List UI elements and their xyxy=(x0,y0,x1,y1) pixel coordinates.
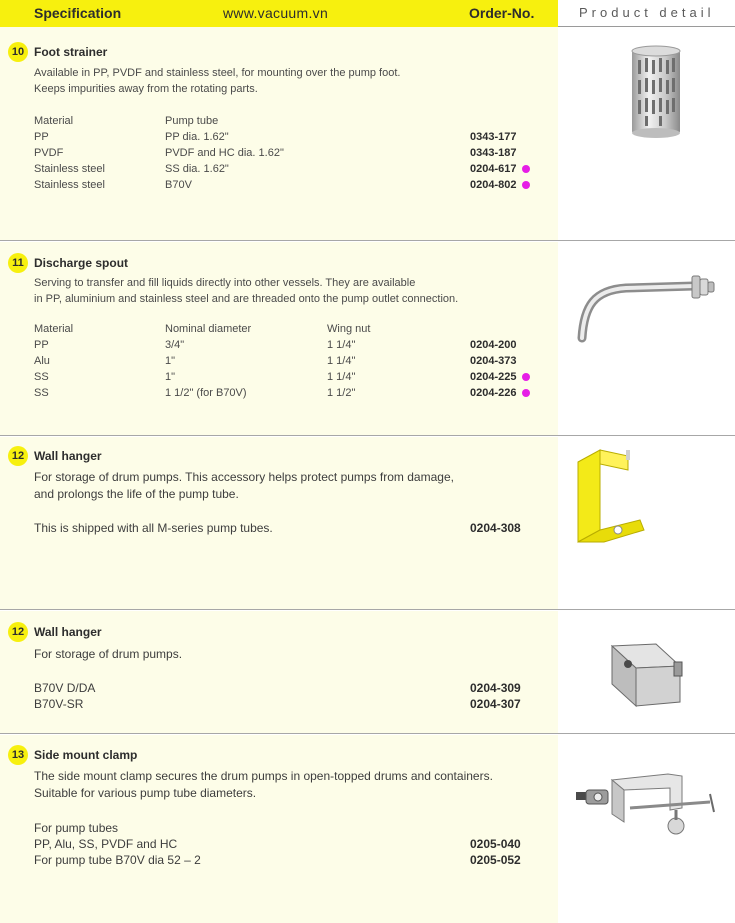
row-nominal-diameter: 3/4" xyxy=(165,339,185,351)
order-number: 0204-308 xyxy=(470,521,521,535)
section-divider xyxy=(0,435,735,436)
row-model: B70V D/DA xyxy=(34,681,96,695)
marker-dot xyxy=(522,389,530,397)
section-title: Wall hanger xyxy=(34,625,102,639)
section-description-line: in PP, aluminium and stainless steel and are threaded onto the pump outlet connection. xyxy=(34,293,459,305)
section-number-badge: 10 xyxy=(8,42,28,62)
section-description-line: and prolongs the life of the pump tube. xyxy=(34,487,239,501)
header-specification: Specification xyxy=(34,5,122,21)
discharge-spout-image xyxy=(574,266,716,346)
order-number: 0204-225 xyxy=(470,371,517,383)
section-description-line: Keeps impurities away from the rotating parts. xyxy=(34,83,258,95)
row-model: B70V-SR xyxy=(34,697,84,711)
order-number: 0205-040 xyxy=(470,837,521,851)
column-header-wing-nut: Wing nut xyxy=(327,323,371,335)
section-number-badge: 13 xyxy=(8,745,28,765)
row-nominal-diameter: 1 1/2" (for B70V) xyxy=(165,387,247,399)
row-nominal-diameter: 1" xyxy=(165,371,176,383)
header-divider xyxy=(558,26,735,27)
section-title: Wall hanger xyxy=(34,449,102,463)
order-number: 0204-802 xyxy=(470,179,517,191)
section-description-line: For storage of drum pumps. xyxy=(34,647,183,661)
order-number: 0343-187 xyxy=(470,147,517,159)
row-material: Stainless steel xyxy=(34,163,105,175)
header-order-no: Order-No. xyxy=(469,5,535,21)
section-divider xyxy=(0,609,735,610)
order-number: 0204-617 xyxy=(470,163,517,175)
section-description-line: Serving to transfer and fill liquids directly into other vessels. They are available xyxy=(34,277,416,289)
shipping-note: This is shipped with all M-series pump tubes. xyxy=(34,521,273,535)
row-material: SS xyxy=(34,387,49,399)
column-header-material: Material xyxy=(34,323,74,335)
side-mount-clamp-image xyxy=(572,766,722,838)
section-number-badge: 11 xyxy=(8,253,28,273)
header-website-link[interactable]: www.vacuum.vn xyxy=(223,5,329,21)
row-pump-tube: SS dia. 1.62" xyxy=(165,163,229,175)
order-number: 0343-177 xyxy=(470,131,517,143)
section-title: Discharge spout xyxy=(34,256,129,270)
row-pump-tube: PP, Alu, SS, PVDF and HC xyxy=(34,837,178,851)
header-bar xyxy=(0,0,558,27)
section-number-badge: 12 xyxy=(8,622,28,642)
order-number: 0204-200 xyxy=(470,339,517,351)
order-number: 0204-373 xyxy=(470,355,517,367)
column-header-pump-tube: Pump tube xyxy=(165,115,219,127)
section-description-line: The side mount clamp secures the drum pumps in open-topped drums and containers. xyxy=(34,769,493,783)
order-number: 0204-307 xyxy=(470,697,521,711)
marker-dot xyxy=(522,181,530,189)
section-divider xyxy=(0,240,735,241)
order-number: 0205-052 xyxy=(470,853,521,867)
row-material: Stainless steel xyxy=(34,179,105,191)
row-pump-tube: B70V xyxy=(165,179,192,191)
row-material: PP xyxy=(34,131,49,143)
row-material: Alu xyxy=(34,355,50,367)
row-material: PP xyxy=(34,339,49,351)
row-wing-nut: 1 1/2" xyxy=(327,387,356,399)
section-number-badge: 12 xyxy=(8,446,28,466)
column-header-nominal-diameter: Nominal diameter xyxy=(165,323,252,335)
column-header-material: Material xyxy=(34,115,74,127)
wall-hanger-yellow-image xyxy=(570,446,650,546)
section-description-line: Available in PP, PVDF and stainless steel, for mounting over the pump foot. xyxy=(34,67,401,79)
row-pump-tube: PP dia. 1.62" xyxy=(165,131,229,143)
row-material: PVDF xyxy=(34,147,64,159)
section-description-line: For storage of drum pumps. This accessory helps protect pumps from damage, xyxy=(34,470,454,484)
order-number: 0204-226 xyxy=(470,387,517,399)
section-description-line: Suitable for various pump tube diameters. xyxy=(34,786,257,800)
row-material: SS xyxy=(34,371,49,383)
row-wing-nut: 1 1/4" xyxy=(327,371,356,383)
section-title: Side mount clamp xyxy=(34,748,138,762)
row-pump-tube: PVDF and HC dia. 1.62" xyxy=(165,147,284,159)
row-pump-tube: For pump tube B70V dia 52 – 2 xyxy=(34,853,201,867)
wall-hanger-steel-image xyxy=(606,640,686,710)
foot-strainer-image xyxy=(628,44,684,140)
marker-dot xyxy=(522,165,530,173)
section-title: Foot strainer xyxy=(34,45,108,59)
order-number: 0204-309 xyxy=(470,681,521,695)
row-wing-nut: 1 1/4" xyxy=(327,339,356,351)
marker-dot xyxy=(522,373,530,381)
header-product-detail: Product detail xyxy=(579,5,715,20)
section-divider xyxy=(0,733,735,734)
sub-header-pump-tubes: For pump tubes xyxy=(34,821,119,835)
row-nominal-diameter: 1" xyxy=(165,355,176,367)
row-wing-nut: 1 1/4" xyxy=(327,355,356,367)
